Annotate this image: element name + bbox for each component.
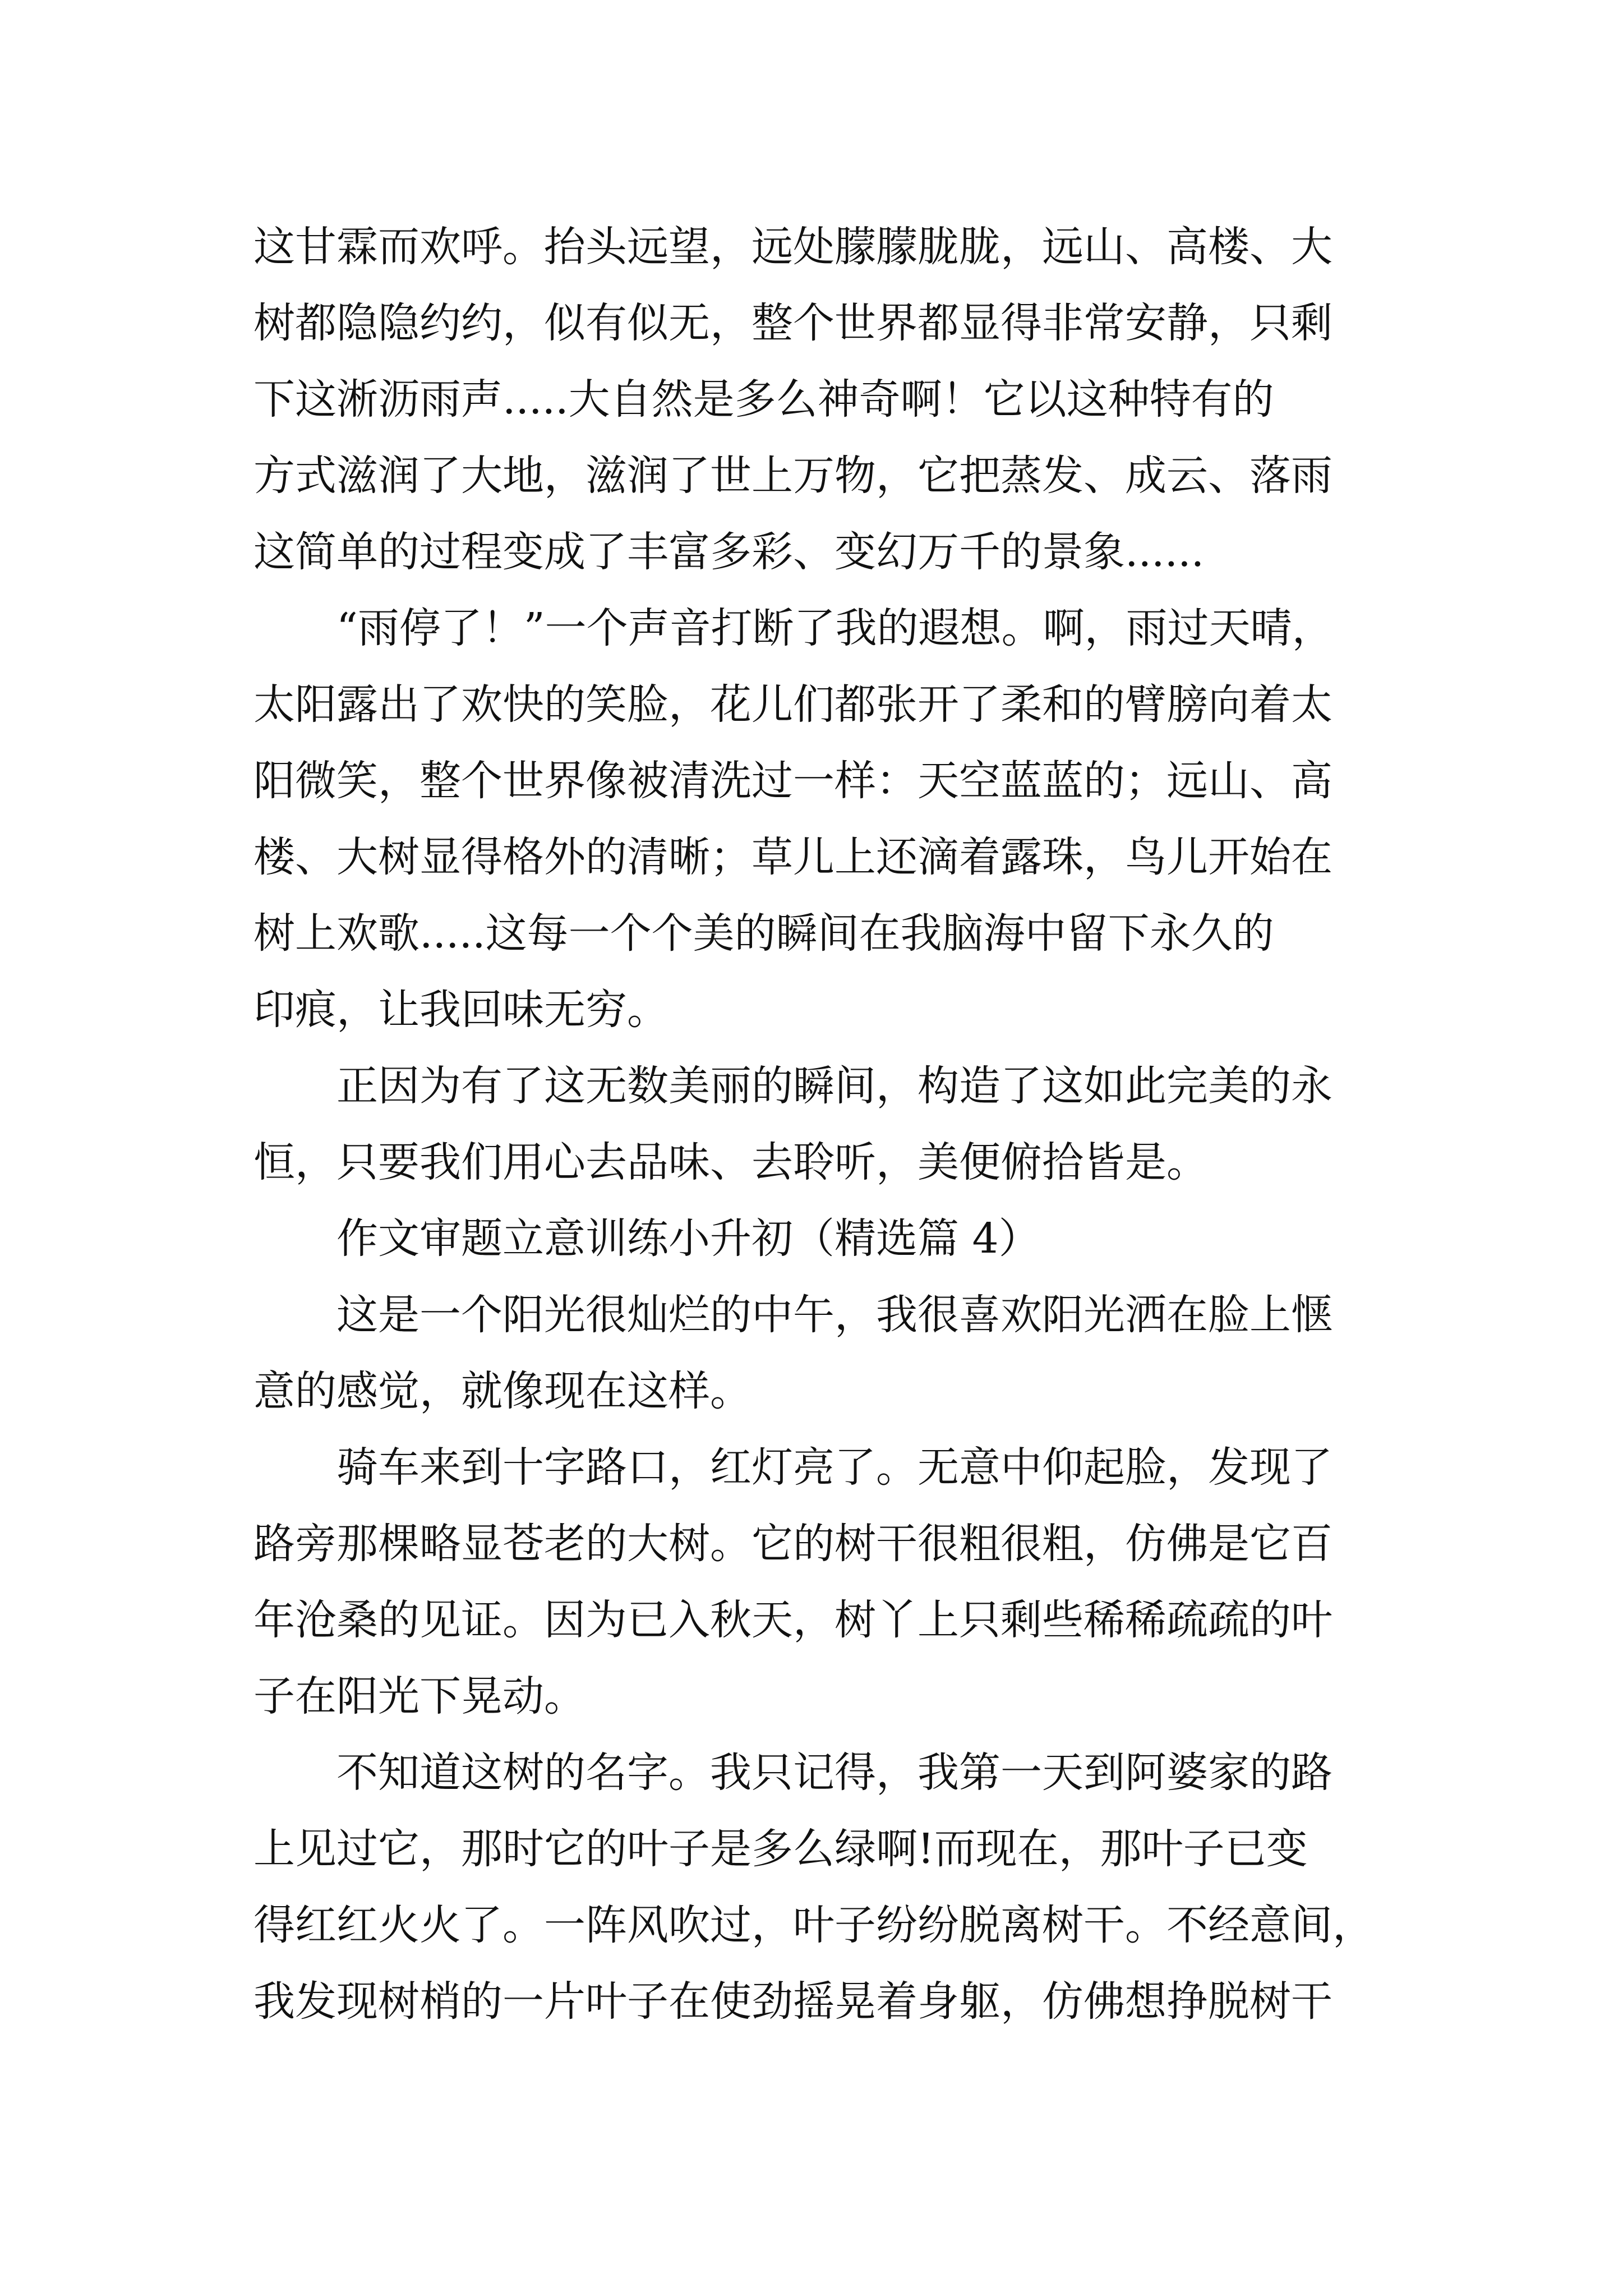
text-line: 骑车来到十字路口，红灯亮了。无意中仰起脸，发现了 — [336, 1443, 1332, 1492]
text-line: “雨停了！”一个声音打断了我的遐想。啊，雨过天晴， — [336, 604, 1334, 652]
text-line: 这简单的过程变成了丰富多彩、变幻万千的景象...... — [253, 528, 1205, 576]
text-line: 树都隐隐约约，似有似无，整个世界都显得非常安静，只剩 — [253, 299, 1332, 347]
text-line: 意的感觉，就像现在这样。 — [253, 1367, 751, 1415]
text-line: 印痕，让我回味无穷。 — [253, 986, 668, 1034]
text-line: 下这淅沥雨声.....大自然是多么神奇啊！它以这种特有的 — [253, 375, 1274, 424]
text-line: 正因为有了这无数美丽的瞬间，构造了这如此完美的永 — [336, 1062, 1332, 1110]
text-line: 我发现树梢的一片叶子在使劲摇晃着身躯，仿佛想挣脱树干 — [253, 1977, 1332, 2026]
text-line: 上见过它，那时它的叶子是多么绿啊!而现在，那叶子已变 — [253, 1825, 1308, 1873]
text-line: 太阳露出了欢快的笑脸，花儿们都张开了柔和的臂膀向着太 — [253, 680, 1332, 729]
text-line: 不知道这树的名字。我只记得，我第一天到阿婆家的路 — [336, 1749, 1332, 1797]
text-line: 楼、大树显得格外的清晰；草儿上还滴着露珠，鸟儿开始在 — [253, 833, 1332, 881]
text-line: 作文审题立意训练小升初（精选篇 4） — [336, 1214, 1040, 1263]
text-line: 得红红火火了。一阵风吹过，叶子纷纷脱离树干。不经意间， — [253, 1901, 1374, 1949]
text-line: 阳微笑，整个世界像被清洗过一样：天空蓝蓝的；远山、高 — [253, 757, 1332, 805]
text-line: 这是一个阳光很灿烂的中午，我很喜欢阳光洒在脸上惬 — [336, 1291, 1332, 1339]
text-line: 年沧桑的见证。因为已入秋天，树丫上只剩些稀稀疏疏的叶 — [253, 1596, 1332, 1644]
text-line: 树上欢歌.....这每一个个美的瞬间在我脑海中留下永久的 — [253, 909, 1274, 958]
text-line: 路旁那棵略显苍老的大树。它的树干很粗很粗，仿佛是它百 — [253, 1520, 1332, 1568]
text-line: 子在阳光下晃动。 — [253, 1672, 585, 1720]
essay-text — [253, 209, 1386, 2040]
text-line: 方式滋润了大地，滋润了世上万物，它把蒸发、成云、落雨 — [253, 452, 1332, 500]
text-line: 恒，只要我们用心去品味、去聆听，美便俯拾皆是。 — [253, 1138, 1208, 1186]
text-line: 这甘霖而欢呼。抬头远望，远处朦朦胧胧，远山、高楼、大 — [253, 223, 1332, 271]
